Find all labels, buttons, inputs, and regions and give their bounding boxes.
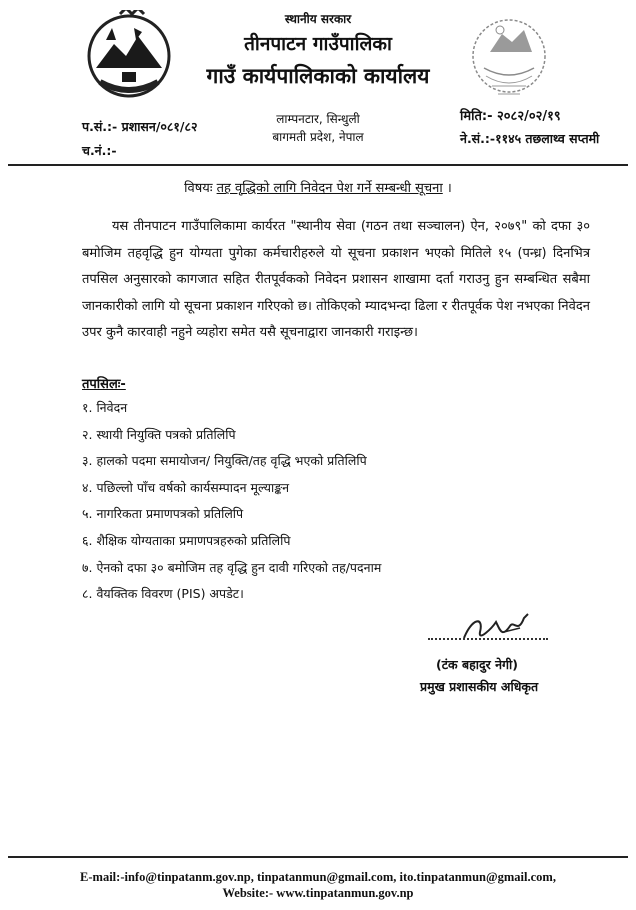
subject-text: तह वृद्धिको लागि निवेदन पेश गर्ने सम्बन्धी सूचना bbox=[216, 181, 443, 196]
reference-number: प.सं.:- प्रशासन/०८१/८२ bbox=[82, 119, 198, 134]
list-item: ७. ऐनको दफा ३० बमोजिम तह वृद्धि हुन दावी गरिएको तह/पदनाम bbox=[82, 559, 382, 575]
list-item: १. निवेदन bbox=[82, 400, 128, 415]
notice-body: यस तीनपाटन गाउँपालिकामा कार्यरत "स्थानीय सेवा (गठन तथा सञ्चालन) ऐन, २०७९" को दफा ३० बमोजिम तहवृद्धि हुन योग्यता पुगेका कर्मचारीहरुले यो सूचना प्रकाशन भएको मितिले १५ (पन्ध्र) दिनभित्र तपसिल अनुसारको कागजात सहित रीतपूर्वकको निवेदन प्रशासन शाखामा दर्ता गराउनु हुन सम्बन्धित सबैमा जानकारीको लागि यो सूचना प्रकाशन गरिएको छ। तोकिएको म्यादभन्दा ढिला र रीतपूर्वक पेश नभएका निवेदन उपर कुनै कारवाही नहुने व्यहोरा समेत यसै सूचनाद्वारा जानकारी गराइन्छ। bbox=[82, 219, 590, 340]
handwritten-signature bbox=[444, 608, 544, 652]
details-heading: तपसिलः- bbox=[82, 377, 126, 392]
dispatch-number-label: च.नं.:- bbox=[82, 143, 117, 158]
signatory-designation: प्रमुख प्रशासकीय अधिकृत bbox=[420, 679, 539, 694]
office-title: गाउँ कार्यपालिकाको कार्यालय bbox=[206, 64, 430, 88]
document-list bbox=[82, 398, 381, 611]
subject-prefix: विषयः bbox=[184, 181, 213, 196]
footer-website: Website:- www.tinpatanmun.gov.np bbox=[222, 886, 414, 900]
footer-emails: E-mail:-info@tinpatanm.gov.np, tinpatanmun@gmail.com, ito.tinpatanmun@gmail.com, bbox=[80, 870, 556, 884]
signatory-name: (टंक बहादुर नेगी) bbox=[436, 657, 519, 672]
header-divider bbox=[8, 164, 628, 166]
footer-divider bbox=[8, 856, 628, 858]
signature-line bbox=[428, 638, 548, 640]
list-item: ४. पछिल्लो पाँच वर्षको कार्यसम्पादन मूल्याङ्कन bbox=[82, 479, 290, 495]
address-line-2: बागमती प्रदेश, नेपाल bbox=[272, 130, 364, 144]
subject-line bbox=[0, 178, 636, 196]
list-item: ३. हालको पदमा समायोजन/ नियुक्ति/तह वृद्धि भएको प्रतिलिपि bbox=[82, 453, 367, 469]
list-item: ६. शैक्षिक योग्यताका प्रमाणपत्रहरुको प्रतिलिपि bbox=[82, 532, 291, 548]
government-label: स्थानीय सरकार bbox=[284, 12, 352, 26]
list-item: २. स्थायी नियुक्ति पत्रको प्रतिलिपि bbox=[82, 426, 236, 442]
list-item: ५. नागरिकता प्रमाणपत्रको प्रतिलिपि bbox=[82, 506, 244, 522]
letter-date: मिति:- २०८२/०२/१९ bbox=[460, 109, 561, 124]
municipality-title: तीनपाटन गाउँपालिका bbox=[244, 33, 392, 55]
list-item: ८. वैयक्तिक विवरण (PIS) अपडेट। bbox=[82, 586, 244, 602]
subject-suffix: । bbox=[446, 181, 452, 196]
address-line-1: लाम्पनटार, सिन्धुली bbox=[276, 112, 360, 126]
nepal-sambat-date: ने.सं.:-११४५ तछलाथ्व सप्तमी bbox=[460, 131, 600, 146]
